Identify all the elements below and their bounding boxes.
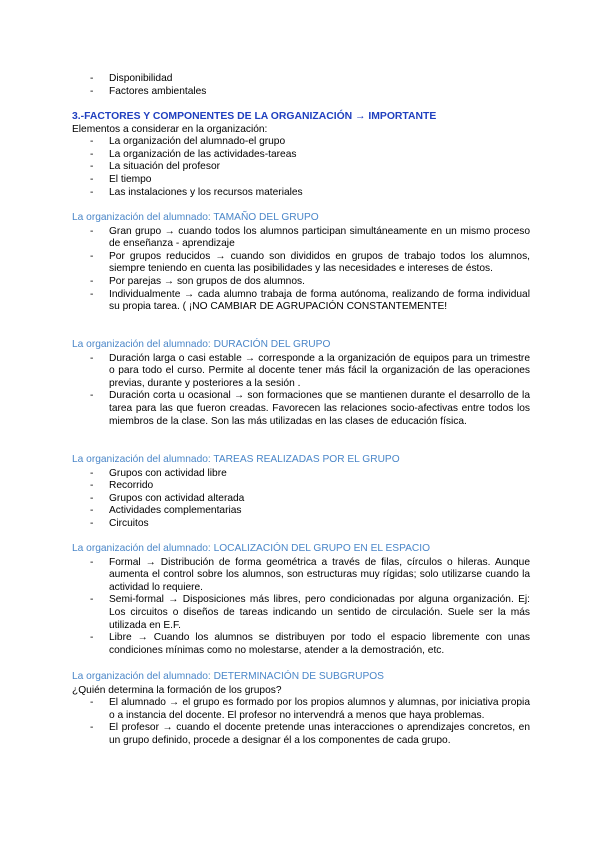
list-item: - El alumnado → el grupo es formado por los propios alumnos y alumnas, por iniciativa propia o a instancia del docente. El profesor no intervendrá a menos que haya problemas. — [72, 697, 530, 722]
subsection-heading: La organización del alumnado: LOCALIZACIÓN DEL GRUPO EN EL ESPACIO — [72, 543, 431, 554]
list-item: - Gran grupo → cuando todos los alumnos participan simultáneamente en un mismo proceso de enseñanza - aprendizaje — [72, 226, 530, 251]
list-item: - Disponibilidad — [72, 73, 532, 86]
list-item: - La situación del profesor — [72, 161, 530, 174]
list-item: - Circuitos — [72, 518, 530, 531]
subsection-heading: La organización del alumnado: DURACIÓN DEL GRUPO — [72, 339, 331, 350]
section-factores — [72, 111, 530, 199]
list-item: - El profesor → cuando el docente pretende unas interacciones o aprendizajes concretos, en un grupo definido, procede a designar él a los componentes de cada grupo. — [72, 722, 530, 747]
list-item: - Grupos con actividad libre — [72, 468, 530, 481]
list-item: - La organización del alumnado-el grupo — [72, 136, 530, 149]
subsection-heading: La organización del alumnado: DETERMINACIÓN DE SUBGRUPOS — [72, 671, 384, 682]
section-subgrupos — [72, 671, 530, 748]
list-item: - El tiempo — [72, 174, 530, 187]
list-item: - Duración larga o casi estable → corresponde a la organización de equipos para un trimestre o para todo el curso. Permite al docente tener más fácil la organización de las operaciones previas, durante y posteriores a la sesión . — [72, 353, 530, 391]
subsection-heading: La organización del alumnado: TAREAS REALIZADAS POR EL GRUPO — [72, 454, 400, 465]
section-duracion — [72, 339, 530, 428]
list-item: - Libre → Cuando los alumnos se distribuyen por todo el espacio libremente con unas condiciones mínimas como no molestarse, atender a la demostración, etc. — [72, 632, 530, 657]
section-localizacion — [72, 543, 530, 657]
section-tamano — [72, 212, 530, 314]
list-item: - Formal → Distribución de forma geométrica a través de filas, círculos o hileras. Aunque aumenta el control sobre los alumnos, son estructuras muy rígidas; solo utilizarse cuando la actividad lo requiere. — [72, 557, 530, 595]
top-bullet-list — [72, 73, 532, 98]
list-item: - Semi-formal → Disposiciones más libres, pero condicionadas por alguna organización. Ej: Los circuitos o diseños de tareas indicando un sentido de circulación. Suele ser la más utilizada en E.F. — [72, 594, 530, 632]
list-item: - Por parejas → son grupos de dos alumnos. — [72, 276, 530, 289]
list-item: - Por grupos reducidos → cuando son divididos en grupos de trabajo todos los alumnos, siempre teniendo en cuenta las posibilidades y las necesidades e intereses de éstos. — [72, 251, 530, 276]
section-intro: Elementos a considerar en la organización: — [72, 123, 268, 135]
list-item: - Factores ambientales — [72, 86, 532, 99]
section-tareas — [72, 454, 530, 531]
section-intro: ¿Quién determina la formación de los grupos? — [72, 684, 282, 696]
list-item: - Actividades complementarias — [72, 505, 530, 518]
list-item: - Individualmente → cada alumno trabaja de forma autónoma, realizando de forma individual su propia tarea. ( ¡NO CAMBIAR DE AGRUPACIÓN CONSTANTEMENTE! — [72, 289, 530, 314]
section-heading: 3.-FACTORES Y COMPONENTES DE LA ORGANIZACIÓN → IMPORTANTE — [72, 111, 437, 122]
subsection-heading: La organización del alumnado: TAMAÑO DEL GRUPO — [72, 212, 319, 223]
list-item: - Grupos con actividad alterada — [72, 493, 530, 506]
list-item: - La organización de las actividades-tareas — [72, 149, 530, 162]
list-item: - Las instalaciones y los recursos materiales — [72, 187, 530, 200]
list-item: - Duración corta u ocasional → son formaciones que se mantienen durante el desarrollo de la tarea para las que fueron creadas. Favorecen las relaciones socio-afectivas entre todos los miembros de la clase. Son las más utilizadas en las clases de educación física. — [72, 390, 530, 428]
list-item: - Recorrido — [72, 480, 530, 493]
